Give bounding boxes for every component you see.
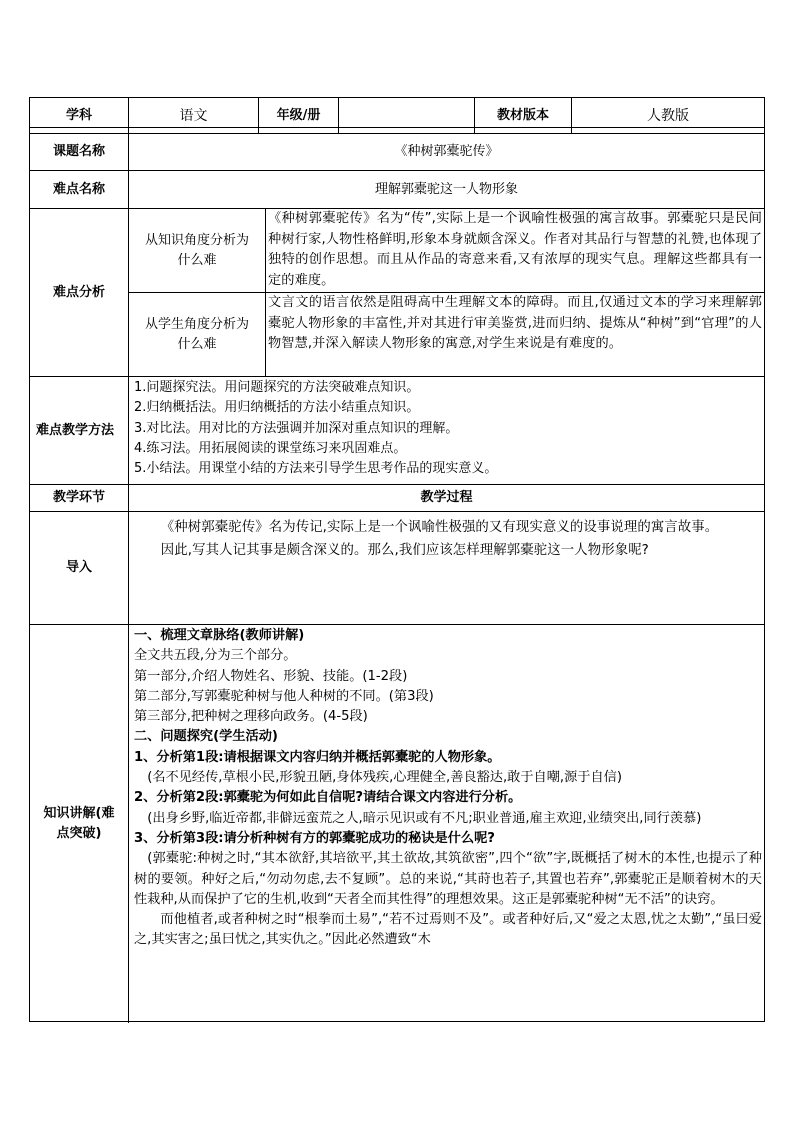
- difficulty-label: 难点名称: [52, 181, 105, 197]
- subject-value: 语文: [179, 108, 208, 124]
- knowledge-angle-label: 从知识角度分析为什么难: [144, 232, 249, 268]
- edition-value: 人教版: [647, 108, 689, 124]
- analysis-label: 难点分析: [52, 284, 105, 300]
- lesson-label: 课题名称: [52, 144, 105, 159]
- lesson-title: 《种树郭橐驼传》: [394, 144, 499, 159]
- knowledge-angle-text: 《种树郭橐驼传》名为“传”,实际上是一个讽喻性极强的寓言故事。郭橐驼只是民间种树行家,人物性格鲜明,形象本身就颇含深义。作者对其品行与智慧的礼赞,也体现了独特的创作思想。而且从作品的寄意来看,又有浓厚的现实气息。理解这些都具有一定的难度。: [268, 211, 762, 288]
- grade-label: 年级/册: [276, 108, 321, 123]
- knowledge-label: 知识讲解(难点突破): [43, 806, 115, 841]
- knowledge-content: 一、梳理文章脉络(教师讲解) 全文共五段,分为三个部分。 第一部分,介绍人物姓名、形貌、技能。(1-2段) 第二部分,写郭橐驼种树与他人种树的不同。(第3段) 第三部分,把种树之理移向政务。(4-5段) 二、问题探究(学生活动) 1、分析第1段:请根据课文内容归纳并概括郭橐驼的人物形象。 (名不见经传,草根小民,形貌丑陋,身体残疾,心理健全,善良豁达,敢于自嘲,源于自信) 2、分析第2段:郭橐驼为何如此自信呢?请结合课文内容进行分析。 (出身乡野,临近帝都,非僻远蛮荒之人,暗示见识或有不凡;职业普通,雇主欢迎,业绩突出,同行羡慕) 3、分析第3段:请分析种树有方的郭橐驼成功的秘诀是什么呢? (郭橐驼:种树之时,“其本欲舒,其培欲平,其土欲故,其筑欲密”,四个“欲”字,既概括了树木的本性,也提示了种树的要领。种好之后,“勿动勿虑,去不复顾”。总的来说,“其莳也若子,其置也若弃”,郭橐驼正是顺着树木的天性栽种,从而保护了它的生机,收到“天者全而其性得”的理想效果。这正是郭橐驼种树“无不活”的诀窍。 而他植者,或者种树之时“根拳而土易”,“若不过焉则不及”。或者种好后,又“爱之太恩,忧之太勤”,“虽曰爱之,其实害之;虽曰忧之,其实仇之。”因此必然遭致“木: [134, 628, 762, 948]
- grade-value: [339, 98, 474, 134]
- list-item: 5.小结法。用课堂小结的方法来引导学生思考作品的现实意义。: [134, 461, 498, 477]
- student-angle-label: 从学生角度分析为什么难: [144, 316, 249, 352]
- intro-text: 《种树郭橐驼传》名为传记,实际上是一个讽喻性极强的又有现实意义的设事说理的寓言故事。 因此,写其人记其事是颇含深义的。那么,我们应该怎样理解郭橐驼这一人物形象呢?: [160, 520, 719, 558]
- difficulty-value: 理解郭橐驼这一人物形象: [374, 181, 518, 197]
- list-item: 1.问题探究法。用问题探究的方法突破难点知识。: [134, 380, 420, 395]
- subject-label: 学科: [65, 108, 92, 123]
- process-step-label: 教学环节: [52, 490, 105, 505]
- list-item: 3.对比法。用对比的方法强调并加深对重点知识的理解。: [134, 420, 459, 436]
- list-item: 2.归纳概括法。用归纳概括的方法小结重点知识。: [134, 400, 420, 416]
- student-angle-text: 文言文的语言依然是阻碍高中生理解文本的障碍。而且,仅通过文本的学习来理解郭橐驼人物形象的丰富性,并对其进行审美鉴赏,进而归纳、提炼从“种树”到“官理”的人物智慧,并深入解读人物形象的寓意,对学生来说是有难度的。: [268, 295, 762, 352]
- intro-label: 导入: [65, 560, 92, 575]
- list-item: 4.练习法。用拓展阅读的课堂练习来巩固难点。: [134, 440, 407, 456]
- methods-label: 难点教学方法: [36, 422, 115, 438]
- lesson-plan-table: [29, 97, 765, 1022]
- process-label: 教学过程: [420, 490, 473, 505]
- edition-label: 教材版本: [496, 108, 549, 123]
- methods-list: [134, 378, 762, 484]
